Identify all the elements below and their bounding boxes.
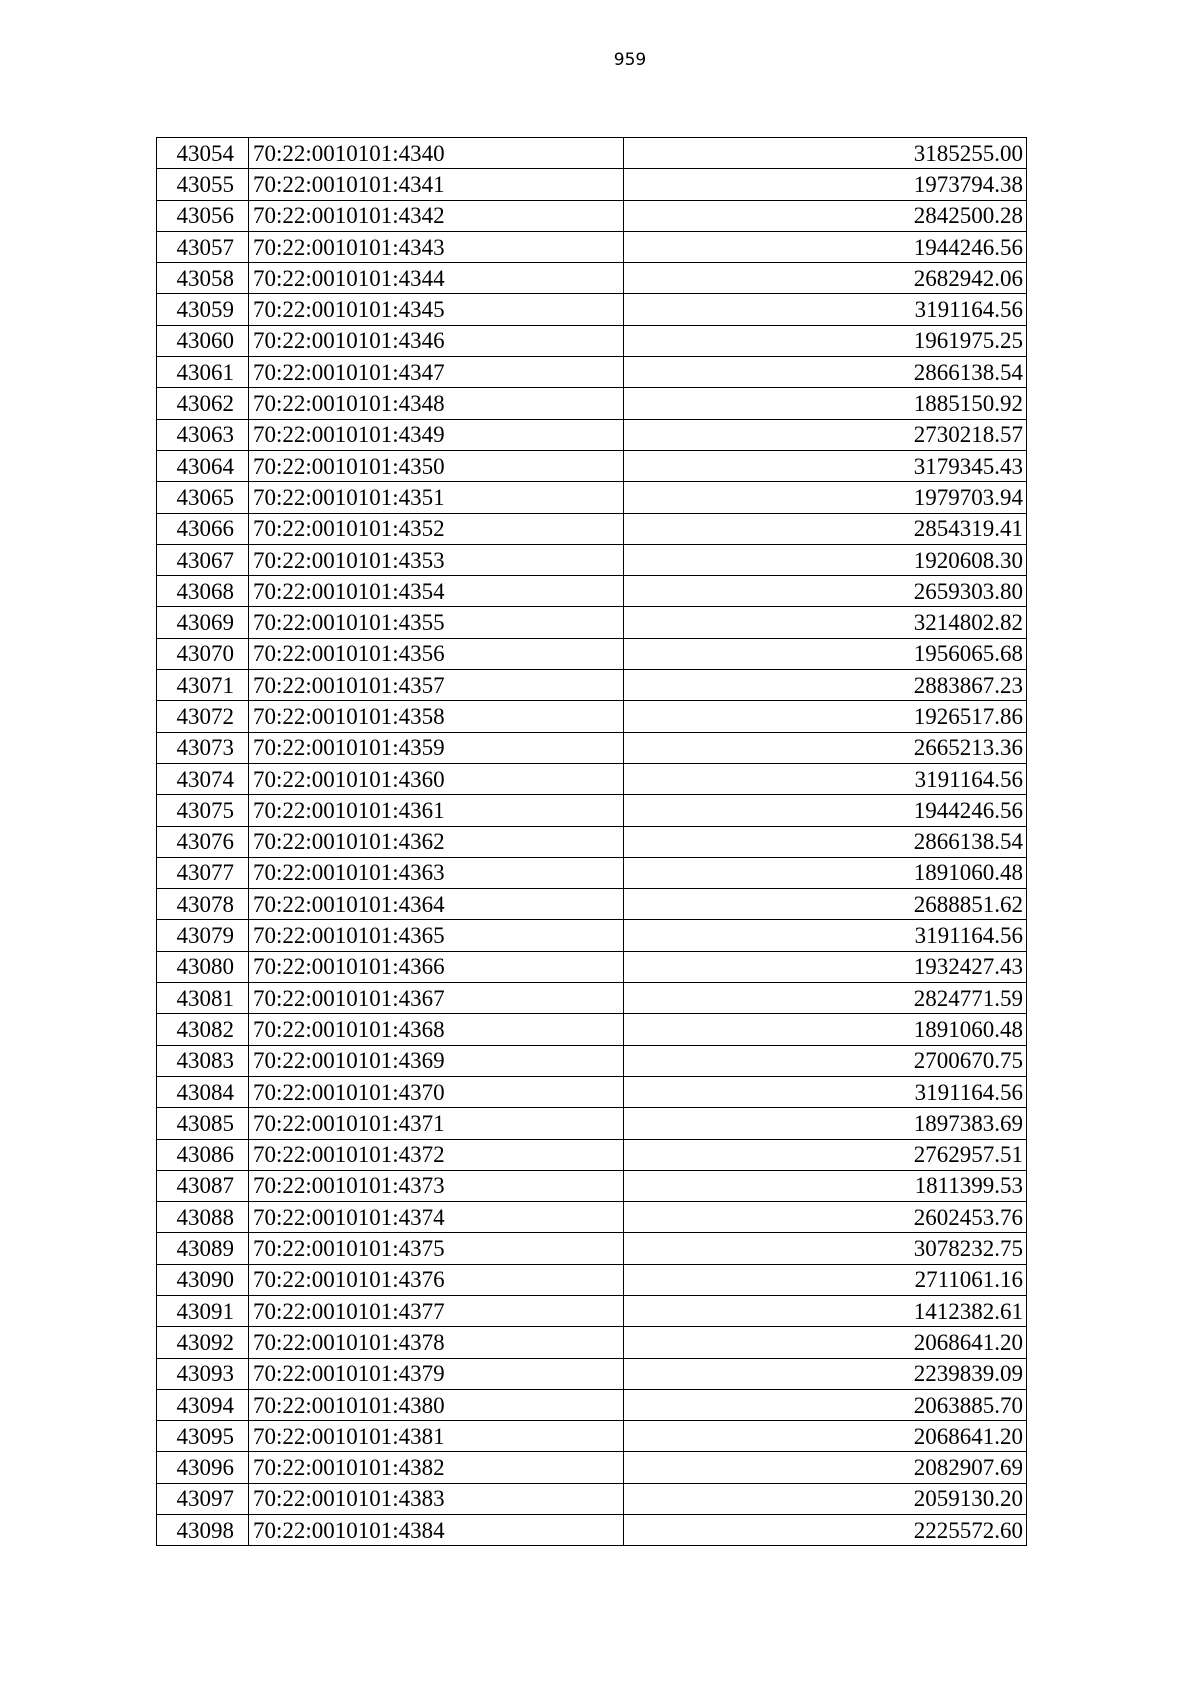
value-cell: 3179345.43 <box>624 450 1027 481</box>
row-number-cell: 43074 <box>157 763 249 794</box>
table-row <box>157 1483 1027 1514</box>
row-number-cell: 43075 <box>157 795 249 826</box>
table-row <box>157 388 1027 419</box>
cadastral-number-cell: 70:22:0010101:4365 <box>249 920 624 951</box>
value-cell: 3191164.56 <box>624 920 1027 951</box>
table-row <box>157 795 1027 826</box>
value-cell: 2082907.69 <box>624 1452 1027 1483</box>
cadastral-number-cell: 70:22:0010101:4381 <box>249 1421 624 1452</box>
table-row <box>157 357 1027 388</box>
row-number-cell: 43081 <box>157 983 249 1014</box>
row-number-cell: 43088 <box>157 1202 249 1233</box>
value-cell: 2682942.06 <box>624 263 1027 294</box>
value-cell: 1891060.48 <box>624 1014 1027 1045</box>
row-number-cell: 43093 <box>157 1358 249 1389</box>
cadastral-number-cell: 70:22:0010101:4370 <box>249 1076 624 1107</box>
cadastral-number-cell: 70:22:0010101:4369 <box>249 1045 624 1076</box>
row-number-cell: 43070 <box>157 638 249 669</box>
row-number-cell: 43096 <box>157 1452 249 1483</box>
value-cell: 1944246.56 <box>624 231 1027 262</box>
table-row <box>157 1108 1027 1139</box>
cadastral-number-cell: 70:22:0010101:4359 <box>249 732 624 763</box>
value-cell: 2659303.80 <box>624 576 1027 607</box>
table-row <box>157 450 1027 481</box>
row-number-cell: 43063 <box>157 419 249 450</box>
value-cell: 1926517.86 <box>624 701 1027 732</box>
cadastral-number-cell: 70:22:0010101:4346 <box>249 325 624 356</box>
row-number-cell: 43090 <box>157 1264 249 1295</box>
row-number-cell: 43057 <box>157 231 249 262</box>
cadastral-number-cell: 70:22:0010101:4357 <box>249 670 624 701</box>
table-row <box>157 1264 1027 1295</box>
table-row <box>157 169 1027 200</box>
cadastral-number-cell: 70:22:0010101:4380 <box>249 1389 624 1420</box>
table-body <box>157 138 1027 1546</box>
row-number-cell: 43066 <box>157 513 249 544</box>
table-row <box>157 1045 1027 1076</box>
cadastral-number-cell: 70:22:0010101:4371 <box>249 1108 624 1139</box>
row-number-cell: 43064 <box>157 450 249 481</box>
row-number-cell: 43068 <box>157 576 249 607</box>
page-number: 959 <box>613 50 647 70</box>
row-number-cell: 43089 <box>157 1233 249 1264</box>
row-number-cell: 43084 <box>157 1076 249 1107</box>
table-row <box>157 1014 1027 1045</box>
row-number-cell: 43076 <box>157 826 249 857</box>
row-number-cell: 43094 <box>157 1389 249 1420</box>
value-cell: 2700670.75 <box>624 1045 1027 1076</box>
value-cell: 1973794.38 <box>624 169 1027 200</box>
table-row <box>157 951 1027 982</box>
table-row <box>157 1515 1027 1546</box>
value-cell: 2602453.76 <box>624 1202 1027 1233</box>
table-row <box>157 1170 1027 1201</box>
table-row <box>157 1421 1027 1452</box>
value-cell: 2063885.70 <box>624 1389 1027 1420</box>
table-row <box>157 670 1027 701</box>
cadastral-number-cell: 70:22:0010101:4360 <box>249 763 624 794</box>
cadastral-number-cell: 70:22:0010101:4378 <box>249 1327 624 1358</box>
row-number-cell: 43078 <box>157 889 249 920</box>
value-cell: 3191164.56 <box>624 1076 1027 1107</box>
table-row <box>157 419 1027 450</box>
cadastral-number-cell: 70:22:0010101:4372 <box>249 1139 624 1170</box>
cadastral-number-cell: 70:22:0010101:4340 <box>249 138 624 169</box>
cadastral-number-cell: 70:22:0010101:4356 <box>249 638 624 669</box>
table-row <box>157 513 1027 544</box>
cadastral-number-cell: 70:22:0010101:4355 <box>249 607 624 638</box>
cadastral-number-cell: 70:22:0010101:4367 <box>249 983 624 1014</box>
table-row <box>157 638 1027 669</box>
row-number-cell: 43065 <box>157 482 249 513</box>
row-number-cell: 43098 <box>157 1515 249 1546</box>
table-row <box>157 294 1027 325</box>
table-row <box>157 1452 1027 1483</box>
cadastral-number-cell: 70:22:0010101:4383 <box>249 1483 624 1514</box>
cadastral-number-cell: 70:22:0010101:4382 <box>249 1452 624 1483</box>
value-cell: 2762957.51 <box>624 1139 1027 1170</box>
cadastral-number-cell: 70:22:0010101:4376 <box>249 1264 624 1295</box>
cadastral-number-cell: 70:22:0010101:4358 <box>249 701 624 732</box>
row-number-cell: 43087 <box>157 1170 249 1201</box>
row-number-cell: 43062 <box>157 388 249 419</box>
value-cell: 1897383.69 <box>624 1108 1027 1139</box>
value-cell: 2068641.20 <box>624 1327 1027 1358</box>
table-row <box>157 1295 1027 1326</box>
row-number-cell: 43077 <box>157 857 249 888</box>
value-cell: 2688851.62 <box>624 889 1027 920</box>
row-number-cell: 43097 <box>157 1483 249 1514</box>
row-number-cell: 43072 <box>157 701 249 732</box>
table-row <box>157 732 1027 763</box>
value-cell: 2225572.60 <box>624 1515 1027 1546</box>
value-cell: 1920608.30 <box>624 544 1027 575</box>
table-row <box>157 1076 1027 1107</box>
cadastral-number-cell: 70:22:0010101:4352 <box>249 513 624 544</box>
table-row <box>157 826 1027 857</box>
row-number-cell: 43080 <box>157 951 249 982</box>
value-cell: 2866138.54 <box>624 826 1027 857</box>
table-row <box>157 1202 1027 1233</box>
table-row <box>157 1389 1027 1420</box>
row-number-cell: 43095 <box>157 1421 249 1452</box>
cadastral-number-cell: 70:22:0010101:4343 <box>249 231 624 262</box>
value-cell: 3214802.82 <box>624 607 1027 638</box>
row-number-cell: 43069 <box>157 607 249 638</box>
value-cell: 1956065.68 <box>624 638 1027 669</box>
table-row <box>157 1233 1027 1264</box>
row-number-cell: 43055 <box>157 169 249 200</box>
table-row <box>157 920 1027 951</box>
cadastral-number-cell: 70:22:0010101:4375 <box>249 1233 624 1264</box>
cadastral-number-cell: 70:22:0010101:4373 <box>249 1170 624 1201</box>
value-cell: 2730218.57 <box>624 419 1027 450</box>
cadastral-number-cell: 70:22:0010101:4377 <box>249 1295 624 1326</box>
table-row <box>157 1358 1027 1389</box>
row-number-cell: 43092 <box>157 1327 249 1358</box>
row-number-cell: 43082 <box>157 1014 249 1045</box>
value-cell: 2883867.23 <box>624 670 1027 701</box>
value-cell: 2824771.59 <box>624 983 1027 1014</box>
value-cell: 3191164.56 <box>624 294 1027 325</box>
cadastral-number-cell: 70:22:0010101:4349 <box>249 419 624 450</box>
row-number-cell: 43073 <box>157 732 249 763</box>
table-row <box>157 544 1027 575</box>
value-cell: 1979703.94 <box>624 482 1027 513</box>
row-number-cell: 43071 <box>157 670 249 701</box>
value-cell: 2068641.20 <box>624 1421 1027 1452</box>
value-cell: 2711061.16 <box>624 1264 1027 1295</box>
value-cell: 2239839.09 <box>624 1358 1027 1389</box>
cadastral-value-table <box>156 137 1027 1546</box>
value-cell: 2665213.36 <box>624 732 1027 763</box>
row-number-cell: 43058 <box>157 263 249 294</box>
value-cell: 1891060.48 <box>624 857 1027 888</box>
cadastral-number-cell: 70:22:0010101:4351 <box>249 482 624 513</box>
value-cell: 1412382.61 <box>624 1295 1027 1326</box>
value-cell: 3078232.75 <box>624 1233 1027 1264</box>
cadastral-number-cell: 70:22:0010101:4361 <box>249 795 624 826</box>
cadastral-number-cell: 70:22:0010101:4363 <box>249 857 624 888</box>
cadastral-number-cell: 70:22:0010101:4379 <box>249 1358 624 1389</box>
cadastral-number-cell: 70:22:0010101:4341 <box>249 169 624 200</box>
row-number-cell: 43085 <box>157 1108 249 1139</box>
value-cell: 1932427.43 <box>624 951 1027 982</box>
cadastral-number-cell: 70:22:0010101:4342 <box>249 200 624 231</box>
cadastral-number-cell: 70:22:0010101:4366 <box>249 951 624 982</box>
value-cell: 3191164.56 <box>624 763 1027 794</box>
table-row <box>157 1327 1027 1358</box>
cadastral-number-cell: 70:22:0010101:4345 <box>249 294 624 325</box>
value-cell: 1885150.92 <box>624 388 1027 419</box>
value-cell: 3185255.00 <box>624 138 1027 169</box>
cadastral-number-cell: 70:22:0010101:4364 <box>249 889 624 920</box>
table-row <box>157 263 1027 294</box>
value-cell: 1811399.53 <box>624 1170 1027 1201</box>
row-number-cell: 43086 <box>157 1139 249 1170</box>
cadastral-number-cell: 70:22:0010101:4368 <box>249 1014 624 1045</box>
row-number-cell: 43067 <box>157 544 249 575</box>
value-cell: 2059130.20 <box>624 1483 1027 1514</box>
table-row <box>157 1139 1027 1170</box>
table-row <box>157 607 1027 638</box>
row-number-cell: 43091 <box>157 1295 249 1326</box>
row-number-cell: 43056 <box>157 200 249 231</box>
table-row <box>157 138 1027 169</box>
table-row <box>157 701 1027 732</box>
table-row <box>157 325 1027 356</box>
value-cell: 1961975.25 <box>624 325 1027 356</box>
table-row <box>157 857 1027 888</box>
table-row <box>157 983 1027 1014</box>
row-number-cell: 43060 <box>157 325 249 356</box>
cadastral-number-cell: 70:22:0010101:4348 <box>249 388 624 419</box>
cadastral-number-cell: 70:22:0010101:4362 <box>249 826 624 857</box>
cadastral-number-cell: 70:22:0010101:4384 <box>249 1515 624 1546</box>
cadastral-number-cell: 70:22:0010101:4347 <box>249 357 624 388</box>
row-number-cell: 43061 <box>157 357 249 388</box>
value-cell: 2854319.41 <box>624 513 1027 544</box>
value-cell: 2842500.28 <box>624 200 1027 231</box>
row-number-cell: 43054 <box>157 138 249 169</box>
cadastral-number-cell: 70:22:0010101:4353 <box>249 544 624 575</box>
table-row <box>157 763 1027 794</box>
row-number-cell: 43083 <box>157 1045 249 1076</box>
value-cell: 2866138.54 <box>624 357 1027 388</box>
table-row <box>157 576 1027 607</box>
value-cell: 1944246.56 <box>624 795 1027 826</box>
cadastral-number-cell: 70:22:0010101:4354 <box>249 576 624 607</box>
cadastral-number-cell: 70:22:0010101:4374 <box>249 1202 624 1233</box>
row-number-cell: 43059 <box>157 294 249 325</box>
table-row <box>157 889 1027 920</box>
row-number-cell: 43079 <box>157 920 249 951</box>
table-row <box>157 200 1027 231</box>
cadastral-number-cell: 70:22:0010101:4344 <box>249 263 624 294</box>
cadastral-number-cell: 70:22:0010101:4350 <box>249 450 624 481</box>
table-row <box>157 482 1027 513</box>
table-row <box>157 231 1027 262</box>
